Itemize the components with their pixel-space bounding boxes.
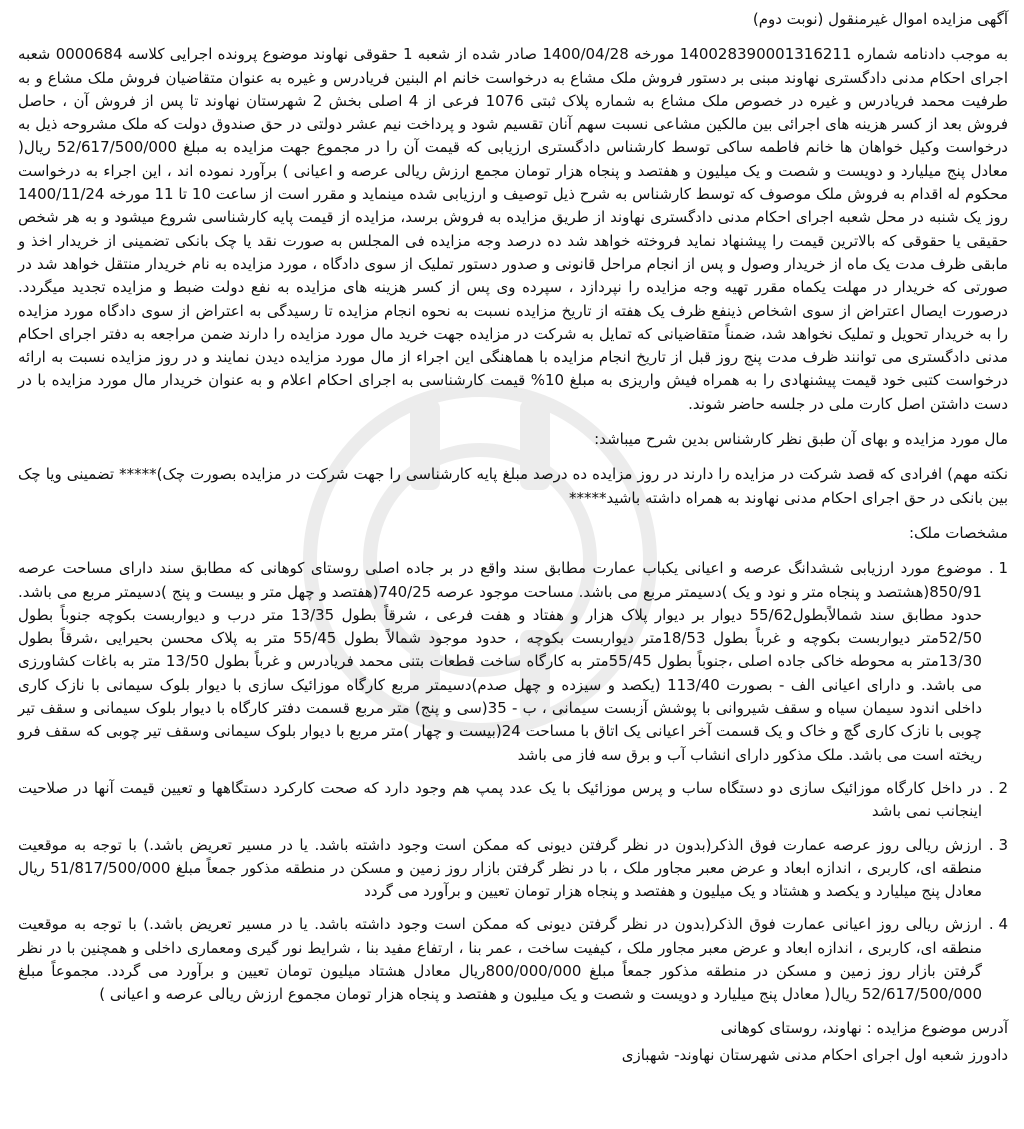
spec-item-number: 4 . [988, 915, 1008, 934]
property-intro: مال مورد مزایده و بهای آن طبق نظر کارشناس بدین شرح میباشد: [594, 430, 1008, 449]
important-note: نکته مهم) افرادی که قصد شرکت در مزایده را دارند در روز مزایده ده درصد مبلغ پایه کارشناسی را جهت شرکت در مزایده بصورت چک)***** تضمینی ویا چک بین بانکی در حق اجرای احکام مدنی نهاوند به همراه داشته باشید***** [18, 465, 1008, 507]
spec-item-number: 2 . [988, 778, 1008, 797]
spec-item-text: موضوع مورد ارزیابی ششدانگ عرصه و اعیانی یکباب عمارت مطابق سند واقع در بر جاده اصلی روستای کوهانی که مطابق سند دارای مساحت عرصه 850/91(هشتصد و پنجاه متر و نود و یک )دسیمتر مربع می باشد. مساحت موجود عرصه 740/25(هفتصد و چهل متر و بیست و پنج )دسیمتر مربع می باشد. حدود مطابق سند شمالاًبطول55/62 دیوار بر دیوار پلاک هزار و هفتاد و هفت فرعی ، شرقاً بطول 13/35 متر درب و دیواربست بکوچه جنوباً بطول 52/50متر دیواربست بکوچه و غرباً بطول 18/53متر دیواربست بکوچه ، حدود موجود شمالاً بطول 55/45 متر به پلاک محسن بحیرایی ،شرقاً بطول 13/30متر به محوطه خاکی جاده اصلی ،جنوباً بطول 55/45متر به کارگاه ساخت قطعات بتنی محمد فریادرس و غرباً بطول 13/50 متر به باغات کشاورزی می باشد. و دارای اعیانی الف - بصورت 113/40 (یکصد و سیزده و چهل صدم)دسیمتر مربع کارگاه موزائیک سازی با دیوار بلوک سیمانی با نازک کاری داخلی اندود سیمان سیاه و سقف شیروانی با پوشش آزبست سیمانی ، ب - 35(سی و پنج) متر مربع قسمت دفتر کارگاه با دیوار بلوک سیمانی و سقف تیر چوبی با نازک کاری گچ و خاک و یک قسمت آخر اعیانی یک اتاق با مساحت 24(بیست و چهار )متر مربع با دیوار بلوک سیمانی وسقف تیر چوبی که سقف فرو ریخته است می باشد. ملک مذکور دارای انشاب آب و برق سه فاز می باشد [18, 559, 983, 764]
spec-item-4 [18, 913, 1008, 1006]
signature-line: دادورز شعبه اول اجرای احکام مدنی شهرستان نهاوند- شهبازی [621, 1045, 1008, 1064]
spec-item-3 [18, 834, 1008, 904]
spec-item-text: ارزش ریالی روز عرصه عمارت فوق الذکر(بدون در نظر گرفتن دیونی که ممکن است وجود داشته باشد. یا در مسیر تعریض باشد.) با توجه به موقعیت منطقه ای، کاربری ، اندازه ابعاد و عرض معبر مجاور ملک ، با در نظر گرفتن بازار روز زمین و مسکن در منطقه مذکور جمعاً مبلغ 51/817/500/000 ریال معادل پنج میلیارد و یکصد و هشتاد و یک میلیون و هفتصد و پنجاه هزار تومان تعیین و برآورد می گردد [18, 835, 982, 901]
notice-title: آگهی مزایده اموال غیرمنقول (نوبت دوم) [752, 10, 1008, 28]
main-paragraph: به موجب دادنامه شماره 140028390001316211 مورخه 1400/04/28 صادر شده از شعبه 1 حقوقی نهاوند موضوع پرونده اجرایی کلاسه 0000684 شعبه اجرای احکام مدنی دادگستری نهاوند مبنی بر دستور فروش ملک مشاع به درخواست خانم ام البنین فریادرس و غیره به عنوان متقاضیان فروش ملک مشاع و به طرفیت محمد فریادرس و غیره در خصوص ملک مشاع به شماره پلاک ثبتی 1076 فرعی از 4 اصلی بخش 2 شهرستان نهاوند تا پس از فروش آن ، حاصل فروش بعد از کسر هزینه های اجرائی بین مالکین مشاعی نسبت سهم آنان تقسیم شود و پرداخت نیم عشر دولتی در حق صندوق دولت که ملک مشروحه ذیل به درخواست وکیل خواهان ها خانم فاطمه ساکی توسط کارشناس دادگستری ارزیابی که قیمت آن را در مجموع جهت مزایده به مبلغ 52/617/500/000 ریال( معادل پنج میلیارد و دویست و شصت و یک میلیون و هفتصد و پنجاه هزار تومان مجمع ارزش ریالی عرصه و اعیانی ) برآورد نموده اند ، این اجراء به درخواست محکوم له اقدام به فروش ملک موصوف که توسط کارشناس به شرح ذیل توصیف و ارزیابی شده مینماید و مقرر است از ساعت 10 تا 11 مورخه 1400/11/24 روز یک شنبه در محل شعبه اجرای احکام مدنی دادگستری نهاوند از طریق مزایده به فروش برسد، مزایده از قیمت پایه کارشناسی شروع میشود و به هر شخص حقیقی یا حقوقی که بالاترین قیمت را پیشنهاد نماید فروخته خواهد شد ده درصد وجه مزایده فی المجلس به صورت نقد یا چک بانکی تضمینی از خریدار اخذ و مابقی ظرف مدت یک ماه از خریدار وصول و پس از انجام مراحل قانونی و صدور دستور تملیک از سوی دادگاه ، مورد مزایده به نام خریدار منتقل خواهد شد در صورتی که خریدار در مهلت یکماه مقرر تهیه وجه مزایده را نپردازد ، سپرده وی پس از کسر هزینه های مزایده به نفع دولت ضبط و مزایده تجدید میگردد. درصورت ایصال اعتراض از سوی اشخاص ذینفع ظرف یک هفته از تاریخ مزایده نسبت به نحوه انجام مزایده تا رسیدگی به اعتراض از سوی دادگاه مورد مزایده را به خریدار تحویل و تملیک نخواهد شد، ضمناً متقاضیانی که تمایل به شرکت در مزایده جهت خرید مال مورد مزایده را دارند ضمن مراجعه به دفتر اجرای احکام مدنی دادگستری می توانند ظرف مدت پنج روز قبل از تاریخ انجام مزایده با هماهنگی این اجراء از مال مورد مزایده دیدن نمایند و در روز مزایده نسبت به ارائه درخواست کتبی خود قیمت پیشنهادی را به همراه فیش واریزی به مبلغ 10% قیمت کارشناسی به اجرای احکام اعلام و به عنوان خریدار مال مورد مزایده با در دست داشتن اصل کارت ملی در جلسه حاضر شوند. [18, 45, 1008, 413]
spec-item-text: در داخل کارگاه موزائیک سازی دو دستگاه ساب و پرس موزائیک با یک عدد پمپ هم وجود دارد که صحت کارکرد دستگاهها و تعیین قیمت آنها در صلاحیت اینجانب نمی باشد [18, 778, 982, 821]
spec-item-number: 3 . [988, 835, 1008, 854]
property-specs-heading: مشخصات ملک: [908, 523, 1008, 542]
spec-item-number: 1 . [988, 559, 1008, 578]
auction-address: آدرس موضوع مزایده : نهاوند، روستای کوهانی [720, 1018, 1008, 1037]
spec-item-text: ارزش ریالی روز اعیانی عمارت فوق الذکر(بدون در نظر گرفتن دیونی که ممکن است وجود داشته باشد. یا در مسیر تعریض باشد.) با توجه به موقعیت منطقه ای، کاربری ، اندازه ابعاد و عرض معبر مجاور ملک ، کیفیت ساخت ، عمر بنا ، ارتفاع مفید بنا ، شرایط نور گیری ومعماری داخلی و همچنین با در نظر گرفتن بازار روز زمین و مسکن در منطقه مذکور جمعاً مبلغ 800/000/000ریال معادل هشتاد میلیون تومان تعیین و برآورد می گردد. مجموعاً مبلغ 52/617/500/000 ریال( معادل پنج میلیارد و دویست و شصت و یک میلیون و هفتصد و پنجاه هزار تومان مجموع ارزش ریالی عرصه و اعیانی ) [18, 915, 982, 1004]
spec-item-1 [18, 557, 1008, 767]
spec-item-2 [18, 777, 1008, 824]
